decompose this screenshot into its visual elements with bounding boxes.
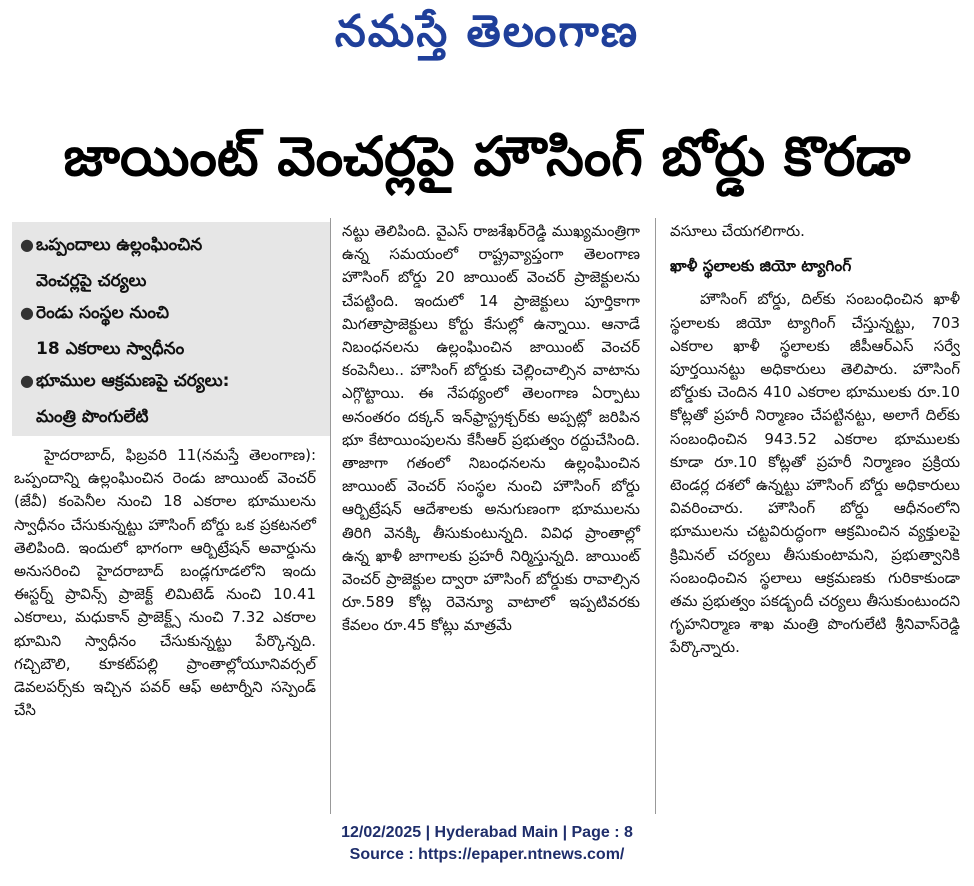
highlight-line: వెంచర్లపై చర్యలు (36, 271, 147, 291)
highlight-line: ఒప్పందాలు ఉల్లంఘించిన (36, 235, 203, 255)
article-paragraph: హైదరాబాద్, ఫిబ్రవరి 11(నమస్తే తెలంగాణ): ఒప్పందాన్ని ఉల్లంఘించిన రెండు జాయింట్ వెంచర్ (జేవీ) కంపెనీల నుంచి 18 ఎకరాల భూములను స్వాధీనం చేసుకున్నట్టు హౌసింగ్ బోర్డు ఒక ప్రకటనలో తెలిపింది. ఇందులో భాగంగా ఆర్బిట్రేషన్ అవార్డును అనుసరించి హైదరాబాద్ బండ్లగూడలోని ఇందు ఈస్టర్న్ ప్రావిన్స్ ప్రాజెక్ట్ లిమిటెడ్ నుంచి 10.41 ఎకరాలు, మధుకాన్ ప్రాజెక్ట్స్ నుంచి 7.32 ఎకరాల భూమిని స్వాధీనం చేసుకున్నట్టు పేర్కొన్నది. గచ్చిబౌలి, కూకట్‌పల్లి ప్రాంతాల్లోయూనివర్సల్ డెవలపర్స్‌కు ఇచ్చిన పవర్ ఆఫ్ అటార్నీని సస్పెండ్ చేసి (14, 446, 316, 720)
highlight-item (20, 370, 230, 428)
article-paragraph: వసూలు చేయగలిగారు. (670, 222, 805, 240)
highlights-box (12, 222, 330, 436)
footer (0, 822, 974, 866)
masthead-logo (0, 0, 974, 70)
article-paragraph: నట్టు తెలిపింది. వైఎస్ రాజశేఖర్‌రెడ్డి ముఖ్యమంత్రిగా ఉన్న సమయంలో రాష్ట్రవ్యాప్తంగా తెలంగాణ హౌసింగ్ బోర్డు 20 జాయింట్ వెంచర్ ప్రాజెక్టులను చేపట్టింది. ఇందులో 14 ప్రాజెక్టులు పూర్తికాగా మిగతాప్రాజెక్టులు కోర్టు కేసుల్లో ఉన్నాయి. ఆనాడే నిబంధనలను ఉల్లంఘించిన జాయింట్ వెంచర్ కంపెనీలు.. హౌసింగ్ బోర్డుకు చెల్లించాల్సిన వాటాను ఎగ్గొట్టాయి. ఈ నేపథ్యంలో తెలంగాణ ఏర్పాటు అనంతరం దక్కన్ ఇన్‌ఫ్రాస్ట్రక్చర్‌కు అప్పట్లో జరిపిన భూ కేటాయింపులను కేసీఆర్ ప్రభుత్వం రద్దుచేసింది. తాజాగా గతంలో నిబంధనలను ఉల్లంఘించిన జాయింట్ వెంచర్ సంస్థల నుంచి హౌసింగ్ బోర్డు ఆర్బిట్రేషన్ ఆదేశాలకు అనుగుణంగా భూములను తిరిగి వెనక్కి తీసుకుంటున్నది. వివిధ ప్రాంతాల్లో ఉన్న ఖాళీ జాగాలకు ప్రహరీ నిర్మిస్తున్నది. జాయింట్ వెంచర్ ప్రాజెక్టుల ద్వారా హౌసింగ్ బోర్డుకు రావాల్సిన రూ.589 కోట్ల రెవెన్యూ వాటాలో ఇప్పటివరకు కేవలం రూ.45 కోట్లు మాత్రమే (342, 222, 640, 635)
column-divider (330, 218, 331, 814)
article-column-2 (342, 220, 640, 638)
highlight-item (20, 302, 185, 360)
highlight-item (20, 234, 203, 292)
footer-edition-info: 12/02/2025 | Hyderabad Main | Page : 8 (341, 824, 633, 841)
highlight-line: భూముల ఆక్రమణపై చర్యలు: (36, 371, 230, 391)
bullet-icon: ● (20, 371, 34, 390)
article-column-3 (670, 220, 960, 660)
footer-source-link[interactable]: Source : https://epaper.ntnews.com/ (349, 846, 625, 863)
masthead-text: నమస్తే తెలంగాణ (334, 6, 640, 57)
bullet-icon: ● (20, 235, 34, 254)
article-subheading: ఖాళీ స్థలాలకు జియో ట్యాగింగ్ (670, 257, 852, 276)
highlight-line: 18 ఎకరాలు స్వాధీనం (36, 339, 185, 359)
headline: జాయింట్ వెంచర్లపై హౌసింగ్ బోర్డు కొరడా (63, 125, 911, 188)
bullet-icon: ● (20, 303, 34, 322)
highlight-line: మంత్రి పొంగులేటి (36, 407, 149, 427)
article-paragraph: హౌసింగ్ బోర్డు, దిల్‌కు సంబంధించిన ఖాళీ స్థలాలకు జియో ట్యాగింగ్ చేస్తున్నట్టు, 703 ఎకరాల ఖాళీ స్థలాలకు జీపీఆర్‌ఎస్ సర్వే పూర్తయినట్టు అధికారులు తెలిపారు. హౌసింగ్ బోర్డుకు చెందిన 410 ఎకరాల భూములకు రూ.10 కోట్లతో ప్రహరీ నిర్మాణం చేపట్టినట్టు, అలాగే దిల్‌కు సంబంధించిన 943.52 ఎకరాల భూములకు కూడా రూ.10 కోట్లతో ప్రహరీ నిర్మాణం ప్రక్రియ టెండర్ల దశలో ఉన్నట్టు హౌసింగ్ బోర్డు అధికారులు వివరించారు. హౌసింగ్ బోర్డు ఆధీనంలోని భూములను చట్టవిరుద్ధంగా ఆక్రమించిన వ్యక్తులపై క్రిమినల్ చర్యలు తీసుకుంటామని, ప్రభుత్వానికి సంబంధించిన స్థలాలు ఆక్రమణకు గురికాకుండా తమ ప్రభుత్వం పకడ్బందీ చర్యలు తీసుకుంటుందని గృహనిర్మాణ శాఖ మంత్రి పొంగులేటి శ్రీనివాస్‌రెడ్డి పేర్కొన్నారు. (670, 290, 960, 657)
highlight-line: రెండు సంస్థల నుంచి (36, 303, 169, 323)
article-column-1 (14, 444, 316, 722)
column-divider (655, 218, 656, 814)
